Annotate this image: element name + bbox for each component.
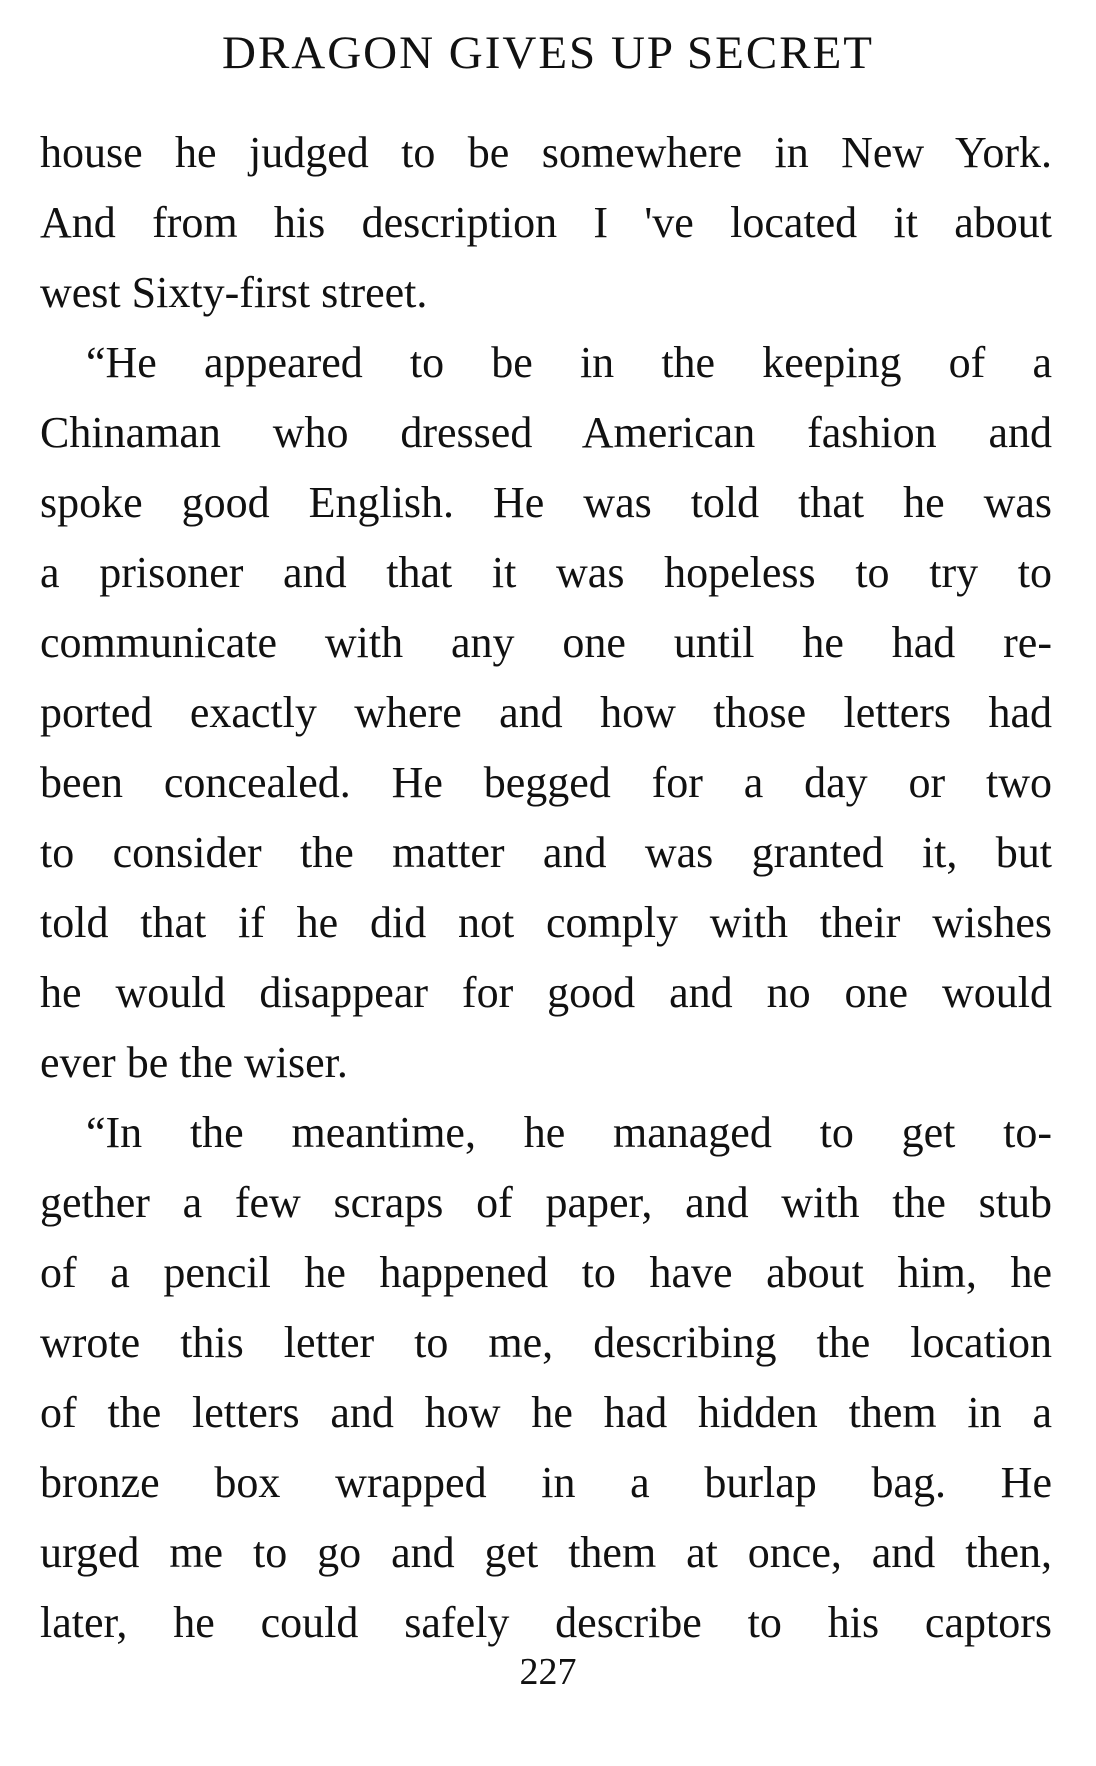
text-line: ported exactly where and how those letters had (40, 688, 1052, 737)
text-line: spoke good English. He was told that he was (40, 478, 1052, 527)
text-line: ever be the wiser. (40, 1038, 348, 1087)
text-line: he would disappear for good and no one would (40, 968, 1052, 1017)
text-line: Chinaman who dressed American fashion and (40, 408, 1052, 457)
text-line: west Sixty-first street. (40, 268, 428, 317)
text-line: urged me to go and get them at once, and then, (40, 1528, 1052, 1577)
running-head: DRAGON GIVES UP SECRET (222, 27, 874, 79)
text-line: of a pencil he happened to have about him, he (40, 1248, 1052, 1297)
page-number: 227 (519, 1651, 577, 1693)
text-line: a prisoner and that it was hopeless to try to (40, 548, 1052, 597)
text-line: “In the meantime, he managed to get to- (86, 1108, 1052, 1157)
text-line: communicate with any one until he had re- (40, 618, 1052, 667)
text-line: to consider the matter and was granted it, but (40, 828, 1052, 877)
text-line: house he judged to be somewhere in New York. (40, 128, 1052, 177)
body-text (40, 118, 1052, 1658)
text-line: wrote this letter to me, describing the location (40, 1318, 1052, 1367)
text-line: been concealed. He begged for a day or two (40, 758, 1052, 807)
text-line: told that if he did not comply with their wishes (40, 898, 1052, 947)
text-line: “He appeared to be in the keeping of a (86, 338, 1052, 387)
text-line: gether a few scraps of paper, and with the stub (40, 1178, 1052, 1227)
text-line: bronze box wrapped in a burlap bag. He (40, 1458, 1052, 1507)
text-line: And from his description I 've located it about (40, 198, 1052, 247)
text-line: of the letters and how he had hidden them in a (40, 1388, 1052, 1437)
text-line: later, he could safely describe to his captors (40, 1598, 1052, 1647)
